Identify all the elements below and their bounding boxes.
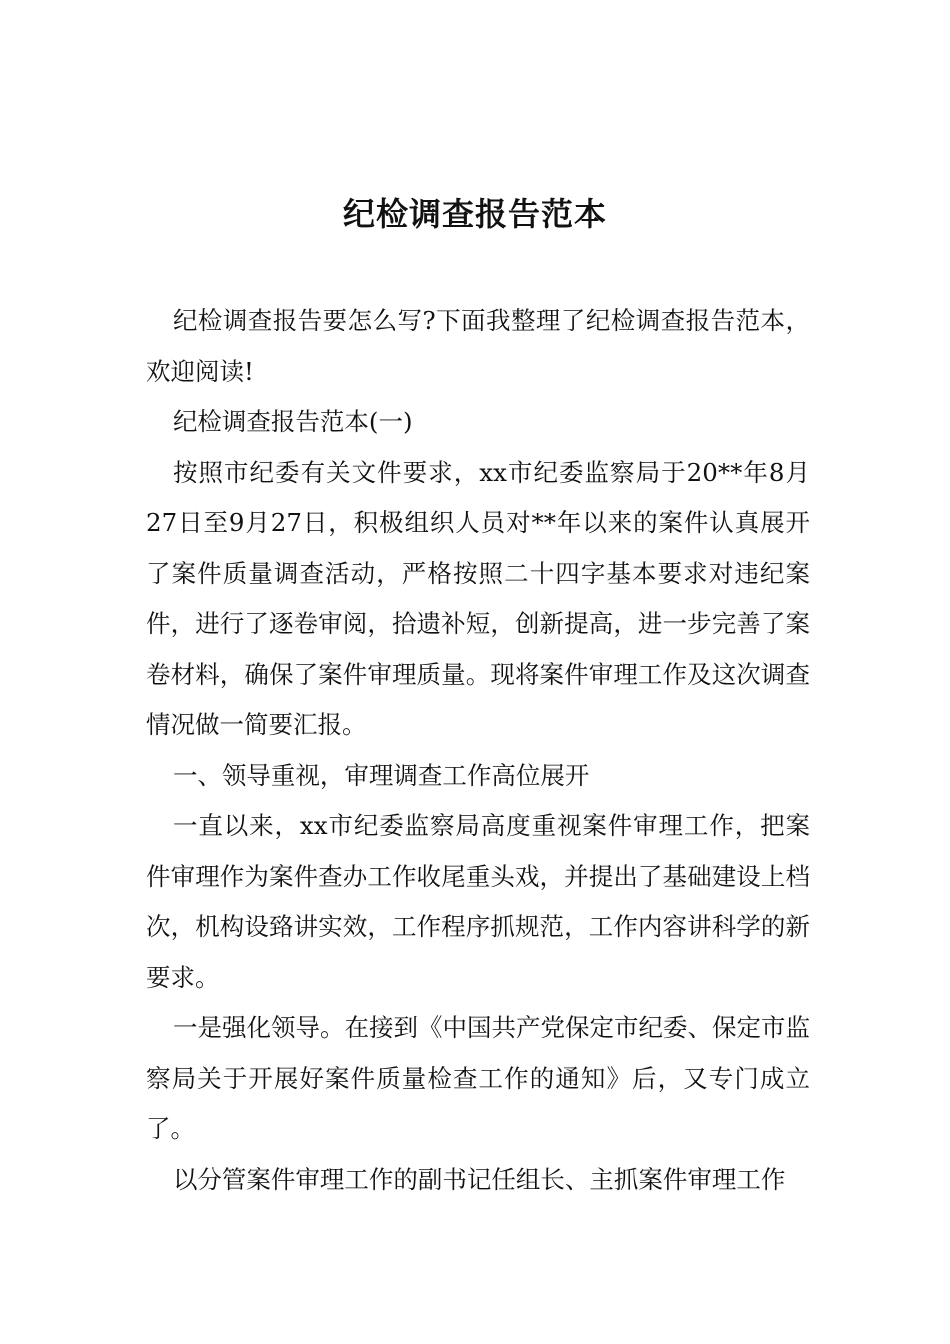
paragraph-section-title: 纪检调查报告范本(一) [172, 407, 413, 436]
paragraph-heading-one: 一、领导重视，审理调查工作高位展开 [172, 760, 590, 790]
paragraph-intro: 纪检调查报告要怎么写?下面我整理了纪检调查报告范本，欢迎阅读! [146, 306, 810, 386]
paragraph-overview: 按照市纪委有关文件要求，xx市纪委监察局于20**年8月27日至9月27日，积极组织人员对**年以来的案件认真展开了案件质量调查活动，严格按照二十四字基本要求对违纪案件，进行了逐卷审阅，拾遗补短，创新提高，进一步完善了案卷材料，确保了案件审理质量。现将案件审理工作及这次调查情况做一简要汇报。 [146, 457, 810, 739]
paragraph-team: 以分管案件审理工作的副书记任组长、主抓案件审理工作 [172, 1164, 786, 1194]
paragraph-leadership: 一直以来，xx市纪委监察局高度重视案件审理工作，把案件审理作为案件查办工作收尾重头戏，并提出了基础建设上档次，机构设臵讲实效，工作程序抓规范，工作内容讲科学的新要求。 [146, 811, 810, 992]
paragraph-strengthen: 一是强化领导。在接到《中国共产党保定市纪委、保定市监察局关于开展好案件质量检查工作的通知》后，又专门成立了。 [146, 1013, 810, 1143]
document-body [146, 296, 810, 1205]
document-title: 纪检调查报告范本 [342, 195, 607, 234]
